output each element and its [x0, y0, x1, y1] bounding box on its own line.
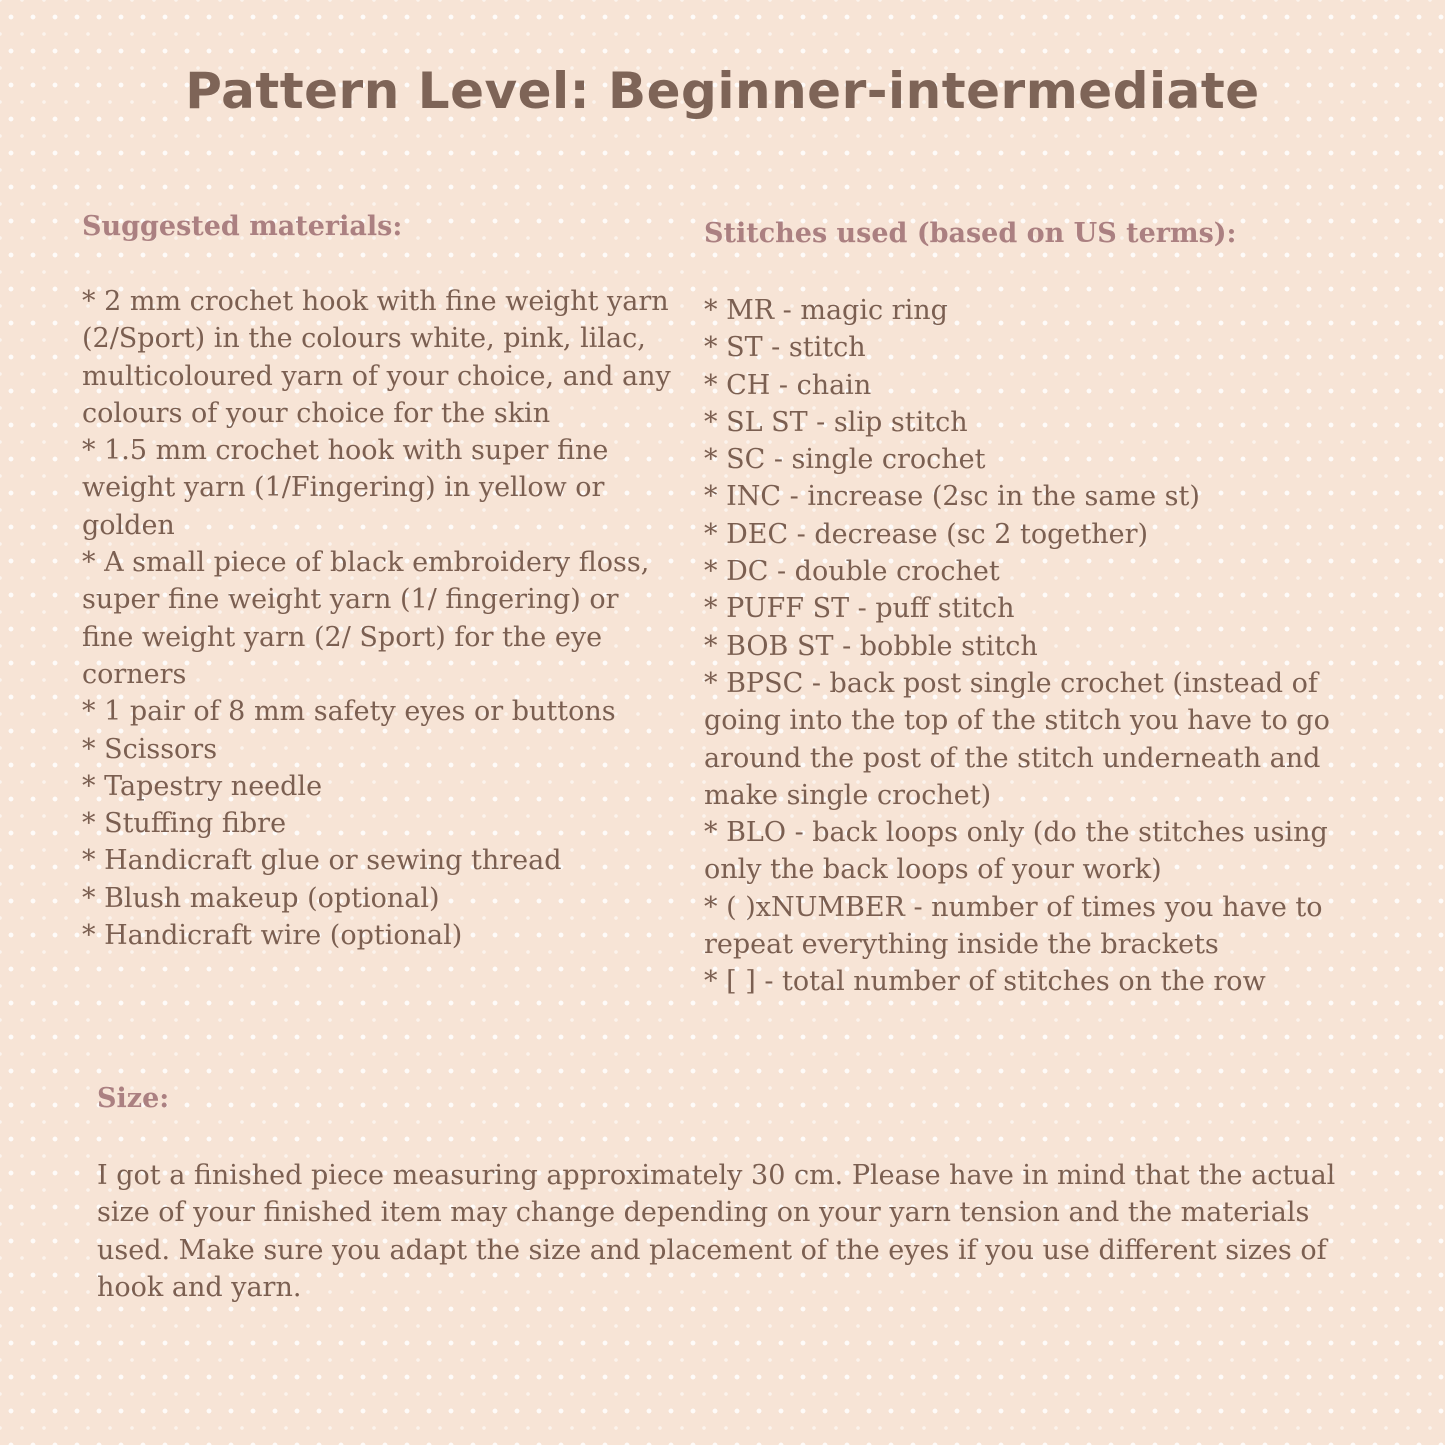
list-item: * Scissors — [82, 733, 218, 765]
list-item: * PUFF ST - puff stitch — [704, 593, 1015, 625]
list-item: * MR - magic ring — [704, 295, 948, 326]
list-item: * BLO - back loops only (do the stitches using only the back loops of your work) — [704, 817, 1328, 886]
size-section — [97, 1080, 1377, 1306]
list-item: * Stuffing fibre — [82, 808, 287, 840]
list-item: * [ ] - total number of stitches on the row — [704, 966, 1266, 998]
materials-heading: Suggested materials: — [82, 211, 403, 242]
list-item: * 1.5 mm crochet hook with super fine weight yarn (1/Fingering) in yellow or golden — [82, 435, 609, 541]
list-item: * ST - stitch — [704, 332, 866, 364]
stitches-section — [704, 215, 1384, 1001]
list-item: * Blush makeup (optional) — [82, 882, 440, 914]
list-item: * DC - double crochet — [704, 556, 1000, 588]
list-item: * ( )xNUMBER - number of times you have to repeat everything inside the brackets — [704, 891, 1323, 961]
list-item: * BPSC - back post single crochet (instead of going into the top of the stitch you have to go around the post of the stitch underneath and make single crochet) — [704, 667, 1330, 811]
list-item: * DEC - decrease (sc 2 together) — [704, 518, 1149, 550]
list-item: * BOB ST - bobble stitch — [704, 630, 1038, 662]
list-item: * 1 pair of 8 mm safety eyes or buttons — [82, 696, 616, 728]
stitches-heading: Stitches used (based on US terms): — [704, 218, 1237, 249]
list-item: * CH - chain — [704, 369, 872, 401]
size-heading: Size: — [97, 1083, 170, 1114]
materials-section — [82, 208, 672, 954]
list-item: * SL ST - slip stitch — [704, 406, 968, 438]
stitches-list — [704, 292, 1384, 1001]
size-description: I got a finished piece measuring approximately 30 cm. Please have in mind that the actual size of your finished item may change depending on your yarn tension and the materials used. Make sure you adapt the size and placement of the eyes if you use different sizes of hook and yarn. — [97, 1160, 1336, 1303]
list-item: * SC - single crochet — [704, 444, 986, 476]
list-item: * 2 mm crochet hook with fine weight yarn (2/Sport) in the colours white, pink, lilac, multicoloured yarn of your choice, and any colours of your choice for the skin — [82, 286, 671, 429]
list-item: * Handicraft wire (optional) — [82, 920, 463, 952]
list-item: * Tapestry needle — [82, 770, 323, 802]
list-item: * A small piece of black embroidery floss, super fine weight yarn (1/ fingering) or fine weight yarn (2/ Sport) for the eye corners — [82, 547, 650, 690]
list-item: * INC - increase (2sc in the same st) — [704, 481, 1200, 513]
page-title: Pattern Level: Beginner-intermediate — [185, 62, 1260, 120]
materials-list — [82, 283, 672, 954]
list-item: * Handicraft glue or sewing thread — [82, 845, 562, 877]
